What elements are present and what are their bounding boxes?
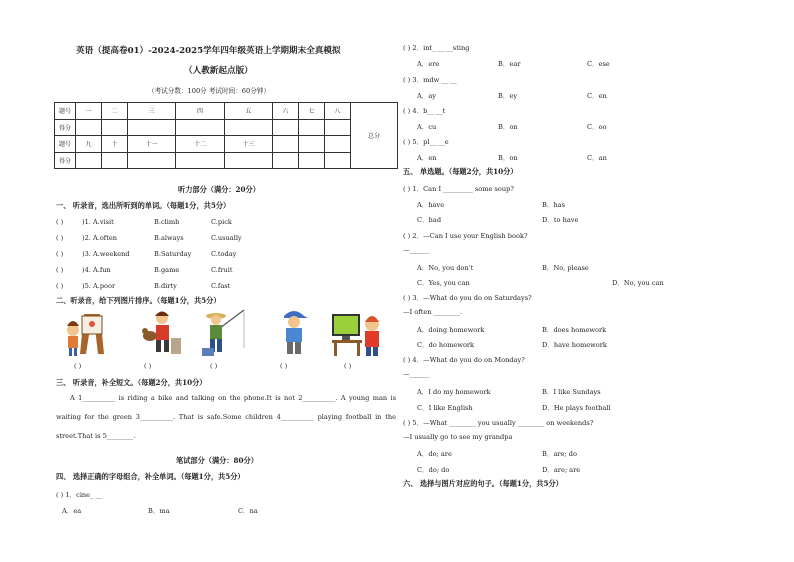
option-a: A．ay	[417, 92, 437, 100]
score-cell[interactable]	[298, 152, 324, 169]
option-c: C.fast	[211, 282, 231, 290]
sec4-q2[interactable]: ( ) 2．int_ __ __sting	[403, 44, 470, 52]
score-table	[54, 102, 398, 169]
sec5-q5[interactable]: ( ) 5．—What ________ you usually ________ on weekends?	[403, 419, 594, 427]
score-table-total: 总分	[351, 103, 398, 169]
score-cell[interactable]	[324, 152, 350, 169]
section6-title: 六、 选择与图片对应的句子。（每题1分，共5分）	[403, 479, 563, 488]
score-cell[interactable]	[128, 119, 176, 136]
score-table-cell: 四	[176, 103, 224, 120]
option-a: A．ere	[417, 60, 440, 68]
section4-title: 四、 选择正确的字母组合，补全单词。（每题1分，共5分）	[56, 472, 245, 481]
exam-title-line2: （人教新起点版）	[184, 66, 253, 76]
option-b: B.dirty	[154, 282, 177, 290]
option-b: B．ear	[498, 60, 521, 68]
computer-boy-icon	[330, 310, 384, 358]
fishing-boy-icon	[200, 308, 246, 358]
option-c: C．en	[587, 92, 607, 100]
score-table-cell: 七	[298, 103, 324, 120]
option-b: B．does homework	[542, 326, 607, 334]
answer-blank[interactable]: ( )	[56, 282, 64, 290]
option-a: )4. A.fun	[82, 266, 111, 274]
option-b: B．on	[498, 123, 518, 131]
section2-title: 二、听录音，给下列图片排序。（每题1分，共5分）	[56, 296, 221, 305]
option-b: B．on	[498, 154, 518, 162]
option-c: C．Yes, you can	[417, 279, 470, 287]
option-b: B．I like Sundays	[542, 388, 601, 396]
painting-girl-icon	[64, 310, 112, 358]
option-b: B．has	[542, 201, 566, 209]
score-table-cell: 五	[224, 103, 272, 120]
answer-blank[interactable]: ( )	[56, 266, 64, 274]
score-table-cell: 三	[128, 103, 176, 120]
sec4-q4[interactable]: ( ) 4．b__ __t	[403, 107, 446, 115]
option-a: A．have	[417, 201, 445, 209]
answer-line[interactable]: —I often ________.	[403, 308, 463, 316]
picture-order-blank[interactable]: ( )	[144, 362, 152, 370]
score-table-label: 得分	[55, 152, 76, 169]
answer-blank[interactable]: ( )	[56, 218, 64, 226]
score-cell[interactable]	[224, 152, 272, 169]
option-b: B.always	[154, 234, 184, 242]
answer-blank[interactable]: ( )	[56, 250, 64, 258]
score-table-cell: 十二	[176, 136, 224, 153]
picture-order-blank[interactable]: ( )	[210, 362, 218, 370]
option-b: B．ey	[498, 92, 518, 100]
option-b: B．ma	[148, 507, 170, 515]
written-header: 笔试部分（满分：80分）	[176, 456, 258, 465]
option-c: C．oo	[587, 123, 607, 131]
score-table-cell: 十三	[224, 136, 272, 153]
sec5-q2[interactable]: ( ) 2．—Can I use your English book?	[403, 232, 528, 240]
answer-line[interactable]: —______	[403, 246, 430, 254]
dog-walking-girl-icon	[142, 310, 184, 358]
score-table-cell	[272, 136, 298, 153]
option-b: B.climb	[154, 218, 180, 226]
score-cell[interactable]	[272, 152, 298, 169]
score-table-cell	[324, 136, 350, 153]
score-cell[interactable]	[272, 119, 298, 136]
option-d: D．He plays football	[542, 404, 611, 412]
option-c: C.pick	[211, 218, 232, 226]
score-cell[interactable]	[298, 119, 324, 136]
sec4-q3[interactable]: ( ) 3．mdw __ __	[403, 76, 457, 84]
option-c: C．had	[417, 216, 442, 224]
option-b: B．No, please	[542, 264, 589, 272]
exam-info: （考试分数：100分 考试时间：60分钟）	[148, 87, 270, 95]
section3-title: 三、 听录音，补全短文。（每题2分，共10分）	[56, 378, 207, 387]
score-table-cell: 十	[102, 136, 128, 153]
score-table-cell: 二	[102, 103, 128, 120]
score-table-cell: 一	[76, 103, 102, 120]
option-b: B．are; do	[542, 450, 577, 458]
option-c: C．ese	[587, 60, 610, 68]
sec5-q3[interactable]: ( ) 3．—What do you do on Saturdays?	[403, 294, 532, 302]
score-table-cell: 九	[76, 136, 102, 153]
sec4-q1[interactable]: ( ) 1．cine_ __	[56, 491, 103, 499]
option-a: A．ea	[62, 507, 82, 515]
score-cell[interactable]	[102, 119, 128, 136]
option-a: )1. A.visit	[82, 218, 114, 226]
listening-passage: A 1__________ is riding a bike and talking on the phone.It is not 2__________. A young man is waiting for the green 3__________. That is safe.Some children 4__________ playing football in the street.That is 5________.	[56, 394, 396, 440]
option-c: C．do; do	[417, 466, 450, 474]
score-cell[interactable]	[324, 119, 350, 136]
section1-title: 一、 听录音，选出所听到的单词。（每题1分，共5分）	[56, 201, 231, 210]
option-c: C.today	[211, 250, 237, 258]
exam-title-line1: 英语（提高卷01）-2024-2025学年四年级英语上学期期末全真模拟	[76, 46, 341, 56]
score-table-label: 题号	[55, 103, 76, 120]
option-a: )2. A.often	[82, 234, 118, 242]
option-d: D．have homework	[542, 341, 607, 349]
option-c: C.fruit	[211, 266, 233, 274]
option-a: A．doing homework	[417, 326, 485, 334]
section5-title: 五、 单选题。（每题2分，共10分）	[403, 167, 518, 176]
sec4-q5[interactable]: ( ) 5．pl__ __e	[403, 138, 449, 146]
score-table-cell: 八	[324, 103, 350, 120]
score-table-label: 题号	[55, 136, 76, 153]
option-c: C．do homework	[417, 341, 475, 349]
option-d: D．No, you can	[612, 279, 664, 287]
option-c: C．I like English	[417, 404, 473, 412]
option-a: )5. A.poor	[82, 282, 116, 290]
option-c: C．an	[587, 154, 607, 162]
score-table-label: 得分	[55, 119, 76, 136]
option-c: C.usually	[211, 234, 242, 242]
picture-order-blank[interactable]: ( )	[344, 362, 352, 370]
listening-header: 听力部分（满分：20分）	[178, 185, 260, 194]
option-a: )3. A.weekend	[82, 250, 130, 258]
score-cell[interactable]	[76, 152, 102, 169]
option-a: A．I do my homework	[417, 388, 491, 396]
option-a: A．en	[417, 154, 437, 162]
option-a: A．No, you don't	[417, 264, 474, 272]
picture-order-blank[interactable]: ( )	[280, 362, 288, 370]
option-c: C．na	[238, 507, 258, 515]
option-d: D．to have	[542, 216, 579, 224]
score-cell[interactable]	[176, 119, 224, 136]
picture-order-blank[interactable]: ( )	[74, 362, 82, 370]
answer-line[interactable]: —______	[403, 370, 430, 378]
score-table-cell	[298, 136, 324, 153]
answer-blank[interactable]: ( )	[56, 234, 64, 242]
score-cell[interactable]	[102, 152, 128, 169]
option-b: B.game	[154, 266, 180, 274]
score-cell[interactable]	[176, 152, 224, 169]
boy-with-cap-icon	[278, 308, 310, 356]
score-cell[interactable]	[128, 152, 176, 169]
option-b: B.Saturday	[154, 250, 192, 258]
option-d: D．are; are	[542, 466, 581, 474]
option-a: A．do; are	[417, 450, 452, 458]
answer-line: —I usually go to see my grandpa	[403, 433, 513, 441]
score-table-cell: 十一	[128, 136, 176, 153]
option-a: A．cu	[417, 123, 437, 131]
score-cell[interactable]	[76, 119, 102, 136]
sec5-q1[interactable]: ( ) 1．Can I _________ some soup?	[403, 185, 514, 193]
sec5-q4[interactable]: ( ) 4．—What do you do on Monday?	[403, 356, 525, 364]
score-table-cell: 六	[272, 103, 298, 120]
score-cell[interactable]	[224, 119, 272, 136]
